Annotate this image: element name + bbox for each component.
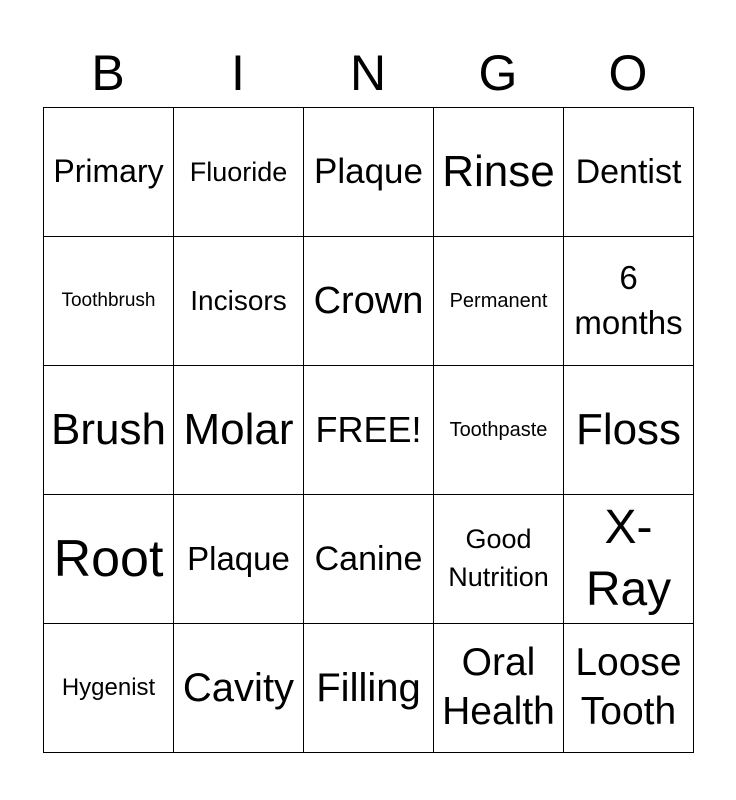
cell-label: Permanent (449, 289, 548, 312)
cell-label: Fluoride (189, 156, 288, 187)
bingo-header (43, 40, 693, 106)
header-letter-i: I (231, 45, 245, 101)
bingo-cell (434, 237, 564, 366)
bingo-cell (174, 237, 304, 366)
bingo-cell (564, 624, 694, 753)
cell-label: 6 months (574, 259, 683, 341)
bingo-cell (44, 495, 174, 624)
cell-label: Root (53, 529, 164, 588)
board-row-3 (44, 366, 694, 495)
bingo-cell (304, 495, 434, 624)
cell-label: Floss (575, 405, 682, 455)
bingo-cell (434, 108, 564, 237)
header-letter-n: N (349, 45, 387, 101)
cell-label: X-Ray (585, 500, 672, 616)
bingo-cell (44, 237, 174, 366)
board-row-5 (44, 624, 694, 753)
bingo-cell (44, 366, 174, 495)
bingo-cell (304, 237, 434, 366)
cell-label: Rinse (442, 147, 555, 197)
bingo-cell (44, 108, 174, 237)
board-row-1 (44, 108, 694, 237)
cell-label: Toothpaste (449, 418, 548, 441)
cell-label: Good Nutrition (448, 524, 549, 592)
cell-label: Plaque (187, 539, 290, 577)
cell-label: Incisors (190, 285, 287, 317)
bingo-cell (434, 624, 564, 753)
bingo-cell (304, 366, 434, 495)
cell-label: Primary (53, 153, 164, 190)
bingo-cell (564, 366, 694, 495)
header-letter-o: O (608, 45, 648, 101)
bingo-cell (434, 495, 564, 624)
cell-label: Brush (51, 405, 166, 455)
bingo-board (43, 107, 694, 753)
cell-label: Hygenist (61, 673, 156, 701)
bingo-cell (304, 624, 434, 753)
cell-label: Molar (183, 405, 294, 455)
cell-label: Loose Tooth (575, 641, 682, 733)
bingo-cell (434, 366, 564, 495)
bingo-cell (564, 495, 694, 624)
cell-label: Dentist (575, 152, 682, 191)
bingo-cell (174, 495, 304, 624)
board-row-2 (44, 237, 694, 366)
bingo-cell (564, 237, 694, 366)
cell-label: Filling (316, 665, 421, 710)
bingo-cell (564, 108, 694, 237)
cell-label: Cavity (182, 665, 295, 710)
bingo-cell (44, 624, 174, 753)
bingo-cell (174, 108, 304, 237)
bingo-cell (174, 366, 304, 495)
cell-label: Plaque (314, 152, 423, 192)
header-letter-b: B (91, 45, 125, 101)
cell-label: Oral Health (442, 641, 555, 733)
header-letter-g: G (478, 45, 518, 101)
board-row-4 (44, 495, 694, 624)
bingo-cell (174, 624, 304, 753)
cell-label: Crown (313, 279, 424, 322)
bingo-cell (304, 108, 434, 237)
cell-label: Toothbrush (61, 290, 156, 312)
cell-label: Canine (314, 539, 423, 578)
free-space-label: FREE! (315, 408, 422, 450)
